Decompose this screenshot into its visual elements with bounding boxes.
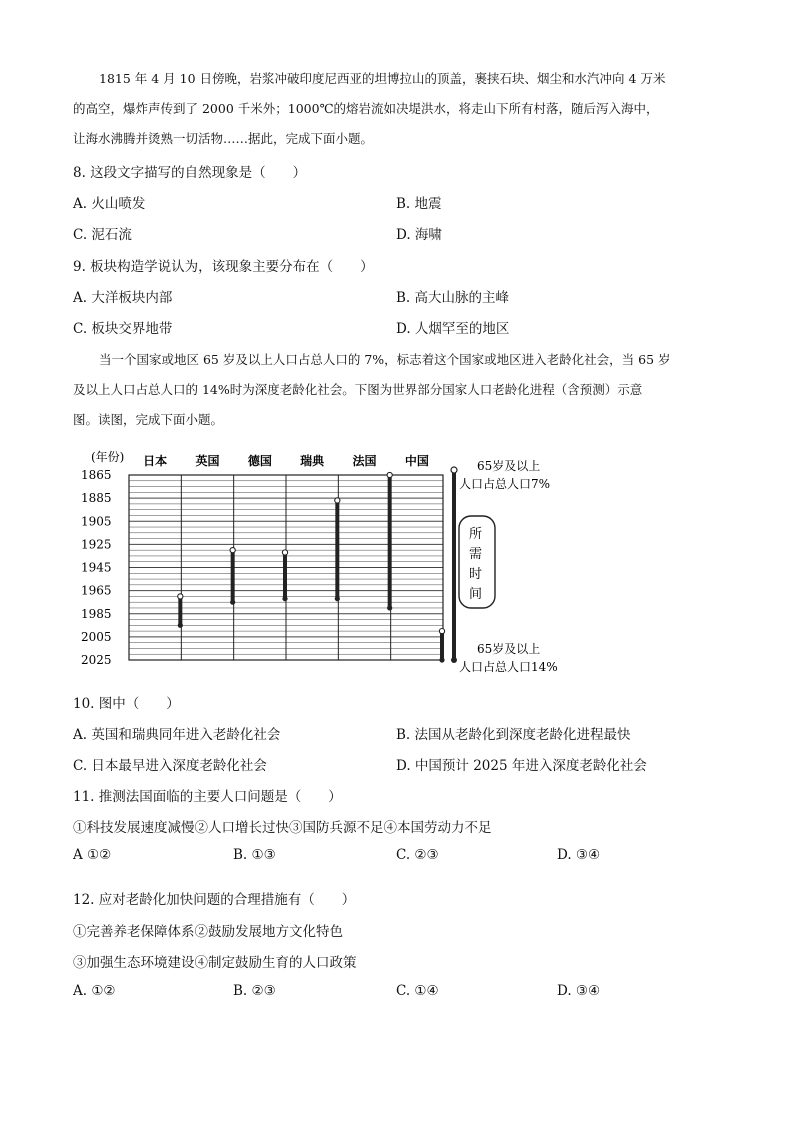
question-9-stem: 9. 板块构造学说认为，该现象主要分布在（ ） (73, 259, 374, 275)
passage2-line1: 当一个国家或地区 65 岁及以上人口占总人口的 7%，标志着这个国家或地区进入老龄化社会，当 65 岁 (99, 352, 671, 367)
y-tick-label-1885: 1885 (81, 491, 112, 506)
legend-arrow-start (451, 467, 457, 473)
category-label-1: 英国 (195, 454, 220, 468)
question-10-stem: 10. 图中（ ） (73, 696, 180, 712)
question-8-option-b[interactable]: B. 地震 (396, 196, 442, 212)
aging-bar-start-2 (282, 550, 287, 555)
aging-bar-start-3 (335, 498, 340, 503)
question-9-option-b[interactable]: B. 高大山脉的主峰 (396, 290, 510, 306)
question-9-option-c[interactable]: C. 板块交界地带 (73, 321, 173, 337)
aging-process-chart (73, 448, 583, 678)
question-10-option-a[interactable]: A. 英国和瑞典同年进入老龄化社会 (73, 727, 281, 743)
question-12-option-d[interactable]: D. ③④ (557, 983, 601, 999)
legend-bottom-line2: 人口占总人口14% (459, 660, 558, 674)
legend-top-line2: 人口占总人口7% (459, 477, 551, 491)
aging-bar-end-0 (178, 623, 183, 628)
legend-box-char-3: 时 (469, 567, 483, 582)
legend-bottom-line1: 65岁及以上 (477, 642, 541, 656)
aging-bar-end-1 (230, 600, 235, 605)
category-label-5: 中国 (404, 454, 429, 468)
aging-bar-end-4 (387, 605, 392, 610)
y-tick-label-2005: 2005 (81, 629, 112, 644)
question-12-option-c[interactable]: C. ①④ (396, 983, 439, 999)
question-12-items-1: ①完善养老保障体系②鼓励发展地方文化特色 (73, 924, 343, 940)
aging-bar-end-3 (335, 596, 340, 601)
question-8-stem: 8. 这段文字描写的自然现象是（ ） (73, 165, 307, 181)
y-tick-label-1985: 1985 (81, 606, 112, 621)
aging-bar-start-5 (439, 628, 444, 633)
y-tick-label-2025: 2025 (81, 653, 112, 667)
chart-y-ticks (81, 468, 112, 667)
passage2-line2: 及以上人口占总人口的 14%时为深度老龄化社会。下图为世界部分国家人口老龄化进程（含预测）示意 (73, 382, 643, 397)
category-label-0: 日本 (143, 454, 168, 468)
aging-bar-start-1 (230, 548, 235, 553)
chart-legend (451, 458, 558, 674)
question-9-option-a[interactable]: A. 大洋板块内部 (73, 290, 173, 306)
chart-y-label: (年份) (91, 450, 125, 464)
y-tick-label-1945: 1945 (81, 560, 112, 575)
category-label-2: 德国 (247, 454, 272, 468)
aging-bar-start-4 (387, 472, 392, 477)
question-11-items: ①科技发展速度减慢②人口增长过快③国防兵源不足④本国劳动力不足 (73, 820, 492, 836)
category-label-4: 法国 (352, 454, 377, 468)
aging-bar-start-0 (178, 594, 183, 599)
question-10-option-d[interactable]: D. 中国预计 2025 年进入深度老龄化社会 (396, 758, 647, 774)
category-label-3: 瑞典 (300, 454, 325, 468)
question-12-items-2: ③加强生态环境建设④制定鼓励生育的人口政策 (73, 955, 357, 971)
question-10-option-b[interactable]: B. 法国从老龄化到深度老龄化进程最快 (396, 727, 631, 743)
aging-bar-end-2 (282, 596, 287, 601)
question-11-option-d[interactable]: D. ③④ (557, 847, 601, 863)
question-12-stem: 12. 应对老龄化加快问题的合理措施有（ ） (73, 892, 356, 908)
question-9-option-d[interactable]: D. 人烟罕至的地区 (396, 321, 510, 337)
y-tick-label-1965: 1965 (81, 583, 112, 598)
y-tick-label-1905: 1905 (81, 514, 112, 529)
question-11-option-a[interactable]: A ①② (73, 847, 112, 863)
passage1-line1: 1815 年 4 月 10 日傍晚，岩浆冲破印度尼西亚的坦博拉山的顶盖，裹挟石块、烟尘和水汽冲向 4 万米 (99, 71, 666, 86)
question-10-option-c[interactable]: C. 日本最早进入深度老龄化社会 (73, 758, 267, 774)
passage1-line3: 让海水沸腾并烫熟一切活物……据此，完成下面小题。 (73, 131, 374, 146)
legend-arrow-end (451, 657, 457, 663)
y-tick-label-1865: 1865 (81, 468, 112, 482)
question-8-option-c[interactable]: C. 泥石流 (73, 227, 132, 243)
passage2-line3: 图。读图，完成下面小题。 (73, 412, 224, 427)
y-tick-label-1925: 1925 (81, 537, 112, 552)
legend-box-char-2: 需 (469, 547, 483, 562)
legend-box-char-1: 所 (469, 527, 483, 542)
question-12-option-a[interactable]: A. ①② (73, 983, 116, 999)
question-11-option-c[interactable]: C. ②③ (396, 847, 439, 863)
question-8-option-a[interactable]: A. 火山喷发 (73, 196, 146, 212)
passage1-line2: 的高空，爆炸声传到了 2000 千米外；1000℃的熔岩流如决堤洪水，将走山下所有村落，随后泻入海中， (73, 101, 659, 116)
legend-box-char-4: 间 (469, 587, 483, 602)
chart-categories (143, 453, 429, 468)
question-8-option-d[interactable]: D. 海啸 (396, 227, 442, 243)
question-11-option-b[interactable]: B. ①③ (233, 847, 276, 863)
legend-top-line1: 65岁及以上 (477, 459, 541, 473)
aging-bar-end-5 (439, 657, 444, 662)
question-12-option-b[interactable]: B. ②③ (233, 983, 276, 999)
question-11-stem: 11. 推测法国面临的主要人口问题是（ ） (73, 789, 342, 805)
